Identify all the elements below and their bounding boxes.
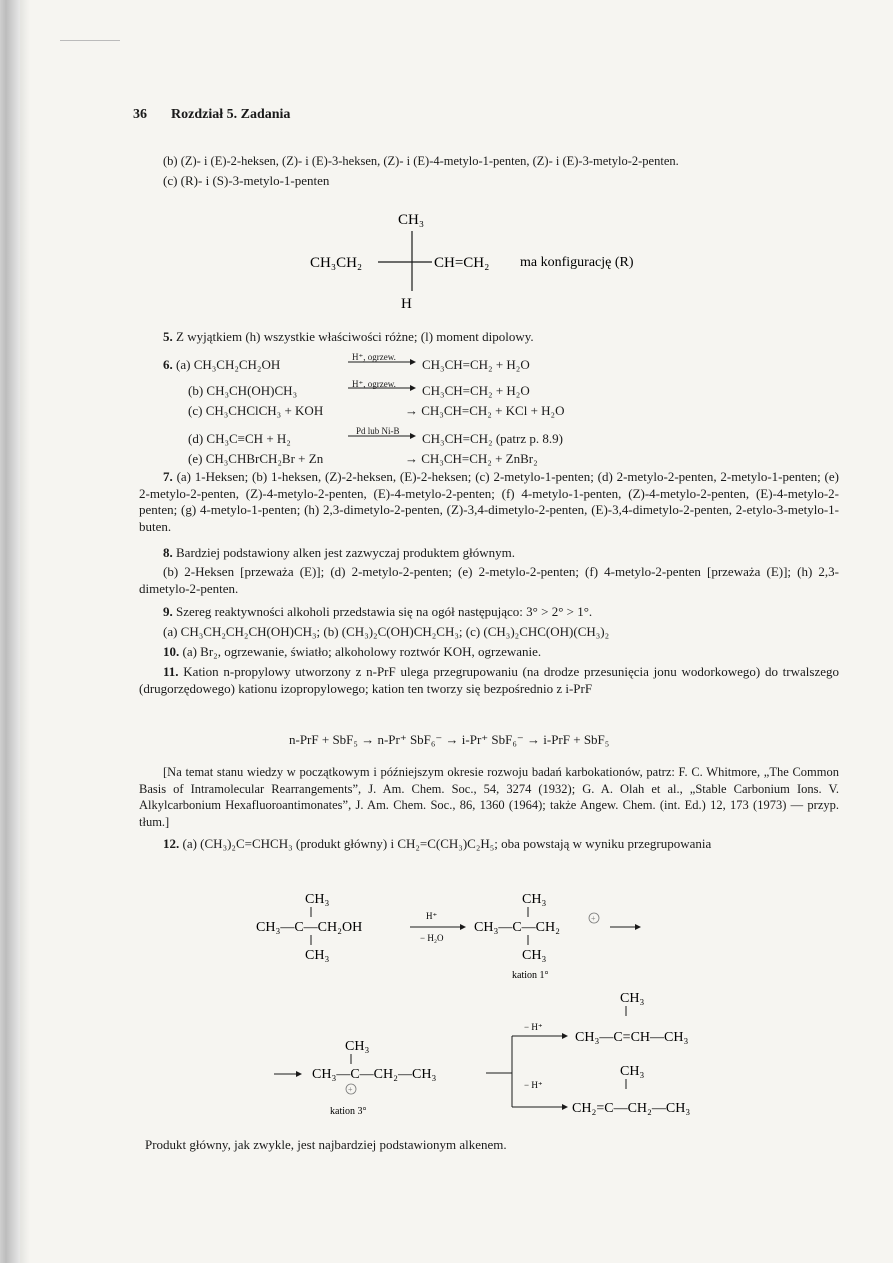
cat1-charge: + — [591, 914, 596, 923]
r1-bottom: CH₃ — [305, 948, 330, 963]
arrow1-top: H⁺ — [426, 911, 438, 921]
q10: 10. (a) Br₂, ogrzewanie, światło; alkoholowy roztwór KOH, ogrzewanie. — [163, 644, 542, 659]
conclusion: Produkt główny, jak zwykle, jest najbardziej podstawionym alkenem. — [145, 1137, 507, 1152]
chapter-title: Rozdział 5. Zadania — [171, 107, 291, 122]
cat1-mid: CH₃—C—CH₂ — [474, 920, 560, 935]
q6b-arrow — [348, 384, 418, 392]
struct-right: CH=CH₂ — [434, 255, 490, 271]
cat3-mid: CH₃—C—CH₂—CH₃ — [312, 1067, 437, 1082]
cat3-label: kation 3° — [330, 1106, 367, 1117]
struct-bottom: H — [401, 296, 412, 312]
q8-line2: (b) 2-Heksen [przeważa (E)]; (d) 2-metylo-2-penten; (e) 2-metylo-2-penten; (f) 4-metylo-2-penten [przeważa (E)]; (h) 2,3-dimetylo-2-penten. — [139, 564, 839, 596]
prod1: CH₃—C=CH—CH₃ — [575, 1030, 689, 1045]
q6b-cond: H⁺, ogrzew. — [352, 379, 396, 389]
q7: 7. (a) 1-Heksen; (b) 1-heksen, (Z)-2-heksen, (E)-2-heksen; (c) 2-metylo-1-penten; (d) 2-metylo-2-penten, 2-metylo-1-penten; (e) 2-metylo-2-penten, (Z)-4-metylo-2-penten, (E)-4-metylo-2-penten; (f) 4-metylo-1-penten, (Z)-4-metylo-2-penten, (E)-4-metylo-2-penten; (g) 4-metylo-1-penten; (h) 2,3-dimetylo-2-penten, (Z)-3,4-dimetylo-2-penten, (E)-3,4-dimetylo-2-penten, 2-etylo-3-metylo-1-buten. — [139, 469, 839, 534]
struct-left: CH₃CH₂ — [310, 255, 363, 271]
cat1-bottom: CH₃ — [522, 948, 547, 963]
q6d-cond: Pd lub Ni-B — [356, 426, 400, 436]
q6a-arrow — [348, 358, 418, 366]
q6c-right: → CH₃CH=CH₂ + KCl + H₂O — [405, 403, 565, 418]
arrow-down-label: − H⁺ — [524, 1080, 543, 1090]
q6a-right: CH₃CH=CH₂ + H₂O — [422, 357, 530, 372]
q6b-right: CH₃CH=CH₂ + H₂O — [422, 383, 530, 398]
page-number: 36 — [133, 107, 147, 122]
q6b: (b) CH₃CH(OH)CH₃ — [188, 383, 298, 398]
struct-note: ma konfigurację (R) — [520, 255, 634, 270]
q8-line1: 8. Bardziej podstawiony alken jest zazwyczaj produktem głównym. — [163, 545, 515, 560]
answer-b: (b) (Z)- i (E)-2-heksen, (Z)- i (E)-3-heksen, (Z)- i (E)-4-metylo-1-penten, (Z)- i (E)-3-metylo-2-penten. — [163, 154, 679, 168]
q9-line1: 9. Szereg reaktywności alkoholi przedstawia się na ogół następująco: 3° > 2° > 1°. — [163, 604, 593, 619]
arrow-up-label: − H⁺ — [524, 1022, 543, 1032]
citation: [Na temat stanu wiedzy w początkowym i późniejszym okresie rozwoju badań karbokationów, patrz: F. C. Whitmore, „The Common Basis of Intramolecular Rearrangements”, J. Am. Chem. Soc., 54, 3274 (1932); G. A. Olah et al., „Stable Carbonium Ions. V. Alkylcarbonium Hexafluoroantimonates”, J. Am. Chem. Soc., 86, 1360 (1964); także Angew. Chem. (int. Ed.) 12, 173 (1973) — przyp. tłum.] — [139, 765, 839, 829]
cat1-top: CH₃ — [522, 892, 547, 907]
cat3-charge: + — [348, 1085, 353, 1094]
q9-line2: (a) CH₃CH₂CH₂CH(OH)CH₃; (b) (CH₃)₂C(OH)CH₂CH₃; (c) (CH₃)₂CHC(OH)(CH₃)₂ — [163, 624, 610, 639]
r1-top: CH₃ — [305, 892, 330, 907]
q6d-arrow — [348, 432, 418, 440]
q6c: (c) CH₃CHClCH₃ + KOH — [188, 403, 324, 418]
q6d-right: CH₃CH=CH₂ (patrz p. 8.9) — [422, 431, 563, 446]
q6a: 6. (a) CH₃CH₂CH₂OH — [163, 357, 281, 372]
cat1-label: kation 1° — [512, 970, 549, 981]
q5: 5. Z wyjątkiem (h) wszystkie właściwości różne; (l) moment dipolowy. — [163, 329, 534, 344]
answer-c: (c) (R)- i (S)-3-metylo-1-penten — [163, 173, 330, 188]
cat3-top: CH₃ — [345, 1039, 370, 1054]
prod2: CH₂=C—CH₂—CH₃ — [572, 1101, 691, 1116]
prod1-top: CH₃ — [620, 991, 645, 1006]
q6a-cond: H⁺, ogrzew. — [352, 352, 396, 362]
q11-equation: n-PrF + SbF₅ → n-Pr⁺ SbF₆⁻ → i-Pr⁺ SbF₆⁻ → i-PrF + SbF₅ — [289, 732, 610, 747]
r1-mid: CH₃—C—CH₂OH — [256, 920, 363, 935]
struct-top: CH₃ — [398, 212, 425, 228]
q6d: (d) CH₃C≡CH + H₂ — [188, 431, 291, 446]
q12: 12. (a) (CH₃)₂C=CHCH₃ (produkt główny) i CH₂=C(CH₃)C₂H₅; oba powstają w wyniku przegrupowania — [163, 836, 712, 851]
q11: 11. Kation n-propylowy utworzony z n-PrF ulega przegrupowaniu (na drodze przesunięcia jonu wodorkowego) do trwalszego (drugorzędowego) kationu izopropylowego; kation ten tworzy się bezpośrednio z i-PrF — [139, 664, 839, 696]
q6e-right: → CH₃CH=CH₂ + ZnBr₂ — [405, 451, 538, 466]
rearrangement-scheme — [250, 885, 810, 1125]
prod2-top: CH₃ — [620, 1064, 645, 1079]
stereo-structure — [300, 205, 700, 315]
arrow1-bottom: − H₂O — [420, 933, 444, 943]
q6e: (e) CH₃CHBrCH₂Br + Zn — [188, 451, 324, 466]
